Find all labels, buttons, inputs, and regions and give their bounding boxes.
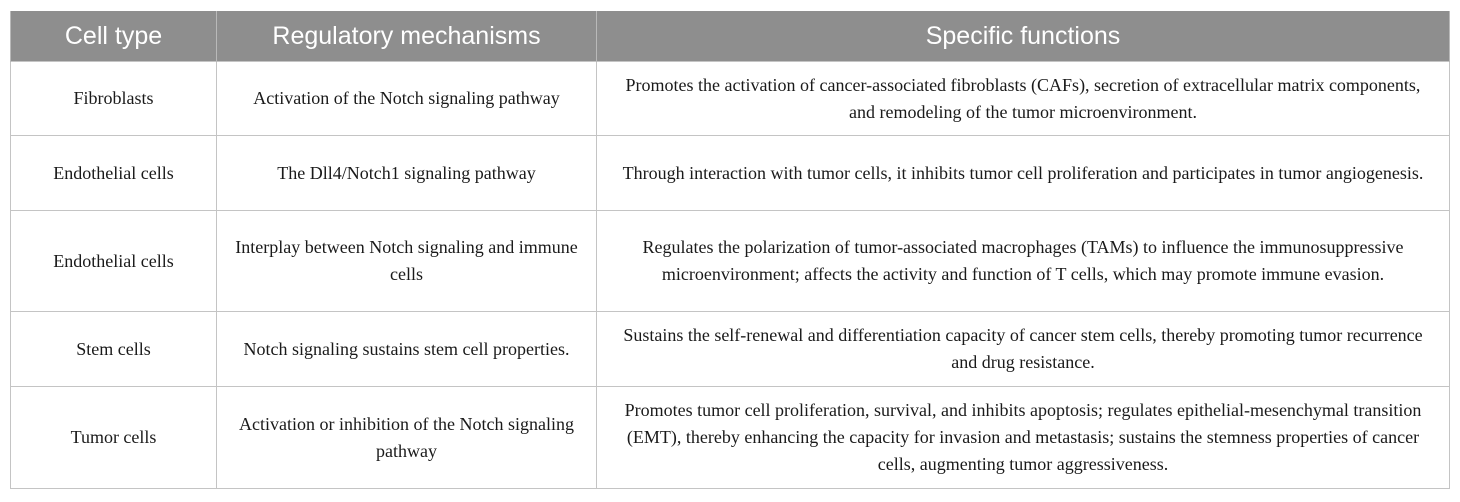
table-row bbox=[11, 211, 1450, 312]
functions-cell: Regulates the polarization of tumor-associated macrophages (TAMs) to influence the immunosuppressive microenvironment; affects the activity and function of T cells, which may promote immune evasion. bbox=[597, 211, 1450, 312]
table-row bbox=[11, 312, 1450, 387]
mechanism-cell: Notch signaling sustains stem cell properties. bbox=[217, 312, 597, 387]
functions-cell: Sustains the self-renewal and differentiation capacity of cancer stem cells, thereby promoting tumor recurrence and drug resistance. bbox=[597, 312, 1450, 387]
mechanism-cell: The Dll4/Notch1 signaling pathway bbox=[217, 136, 597, 211]
cell-type-cell: Stem cells bbox=[11, 312, 217, 387]
header-cell-type: Cell type bbox=[11, 11, 217, 62]
mechanism-cell: Activation of the Notch signaling pathway bbox=[217, 62, 597, 136]
table-row bbox=[11, 136, 1450, 211]
data-table-container bbox=[10, 11, 1449, 489]
table-body bbox=[11, 62, 1450, 489]
functions-cell: Promotes tumor cell proliferation, survival, and inhibits apoptosis; regulates epithelial-mesenchymal transition (EMT), thereby enhancing the capacity for invasion and metastasis; sustains the stemness properties of cancer cells, augmenting tumor aggressiveness. bbox=[597, 387, 1450, 489]
table-row bbox=[11, 62, 1450, 136]
functions-cell: Through interaction with tumor cells, it inhibits tumor cell proliferation and participates in tumor angiogenesis. bbox=[597, 136, 1450, 211]
cell-type-cell: Tumor cells bbox=[11, 387, 217, 489]
mechanism-cell: Activation or inhibition of the Notch signaling pathway bbox=[217, 387, 597, 489]
cell-type-cell: Endothelial cells bbox=[11, 211, 217, 312]
cell-type-cell: Endothelial cells bbox=[11, 136, 217, 211]
cell-type-cell: Fibroblasts bbox=[11, 62, 217, 136]
data-table bbox=[10, 11, 1450, 489]
header-regulatory-mechanisms: Regulatory mechanisms bbox=[217, 11, 597, 62]
mechanism-cell: Interplay between Notch signaling and immune cells bbox=[217, 211, 597, 312]
header-specific-functions: Specific functions bbox=[597, 11, 1450, 62]
table-header bbox=[11, 11, 1450, 62]
header-row bbox=[11, 11, 1450, 62]
table-row bbox=[11, 387, 1450, 489]
functions-cell: Promotes the activation of cancer-associated fibroblasts (CAFs), secretion of extracellular matrix components, and remodeling of the tumor microenvironment. bbox=[597, 62, 1450, 136]
